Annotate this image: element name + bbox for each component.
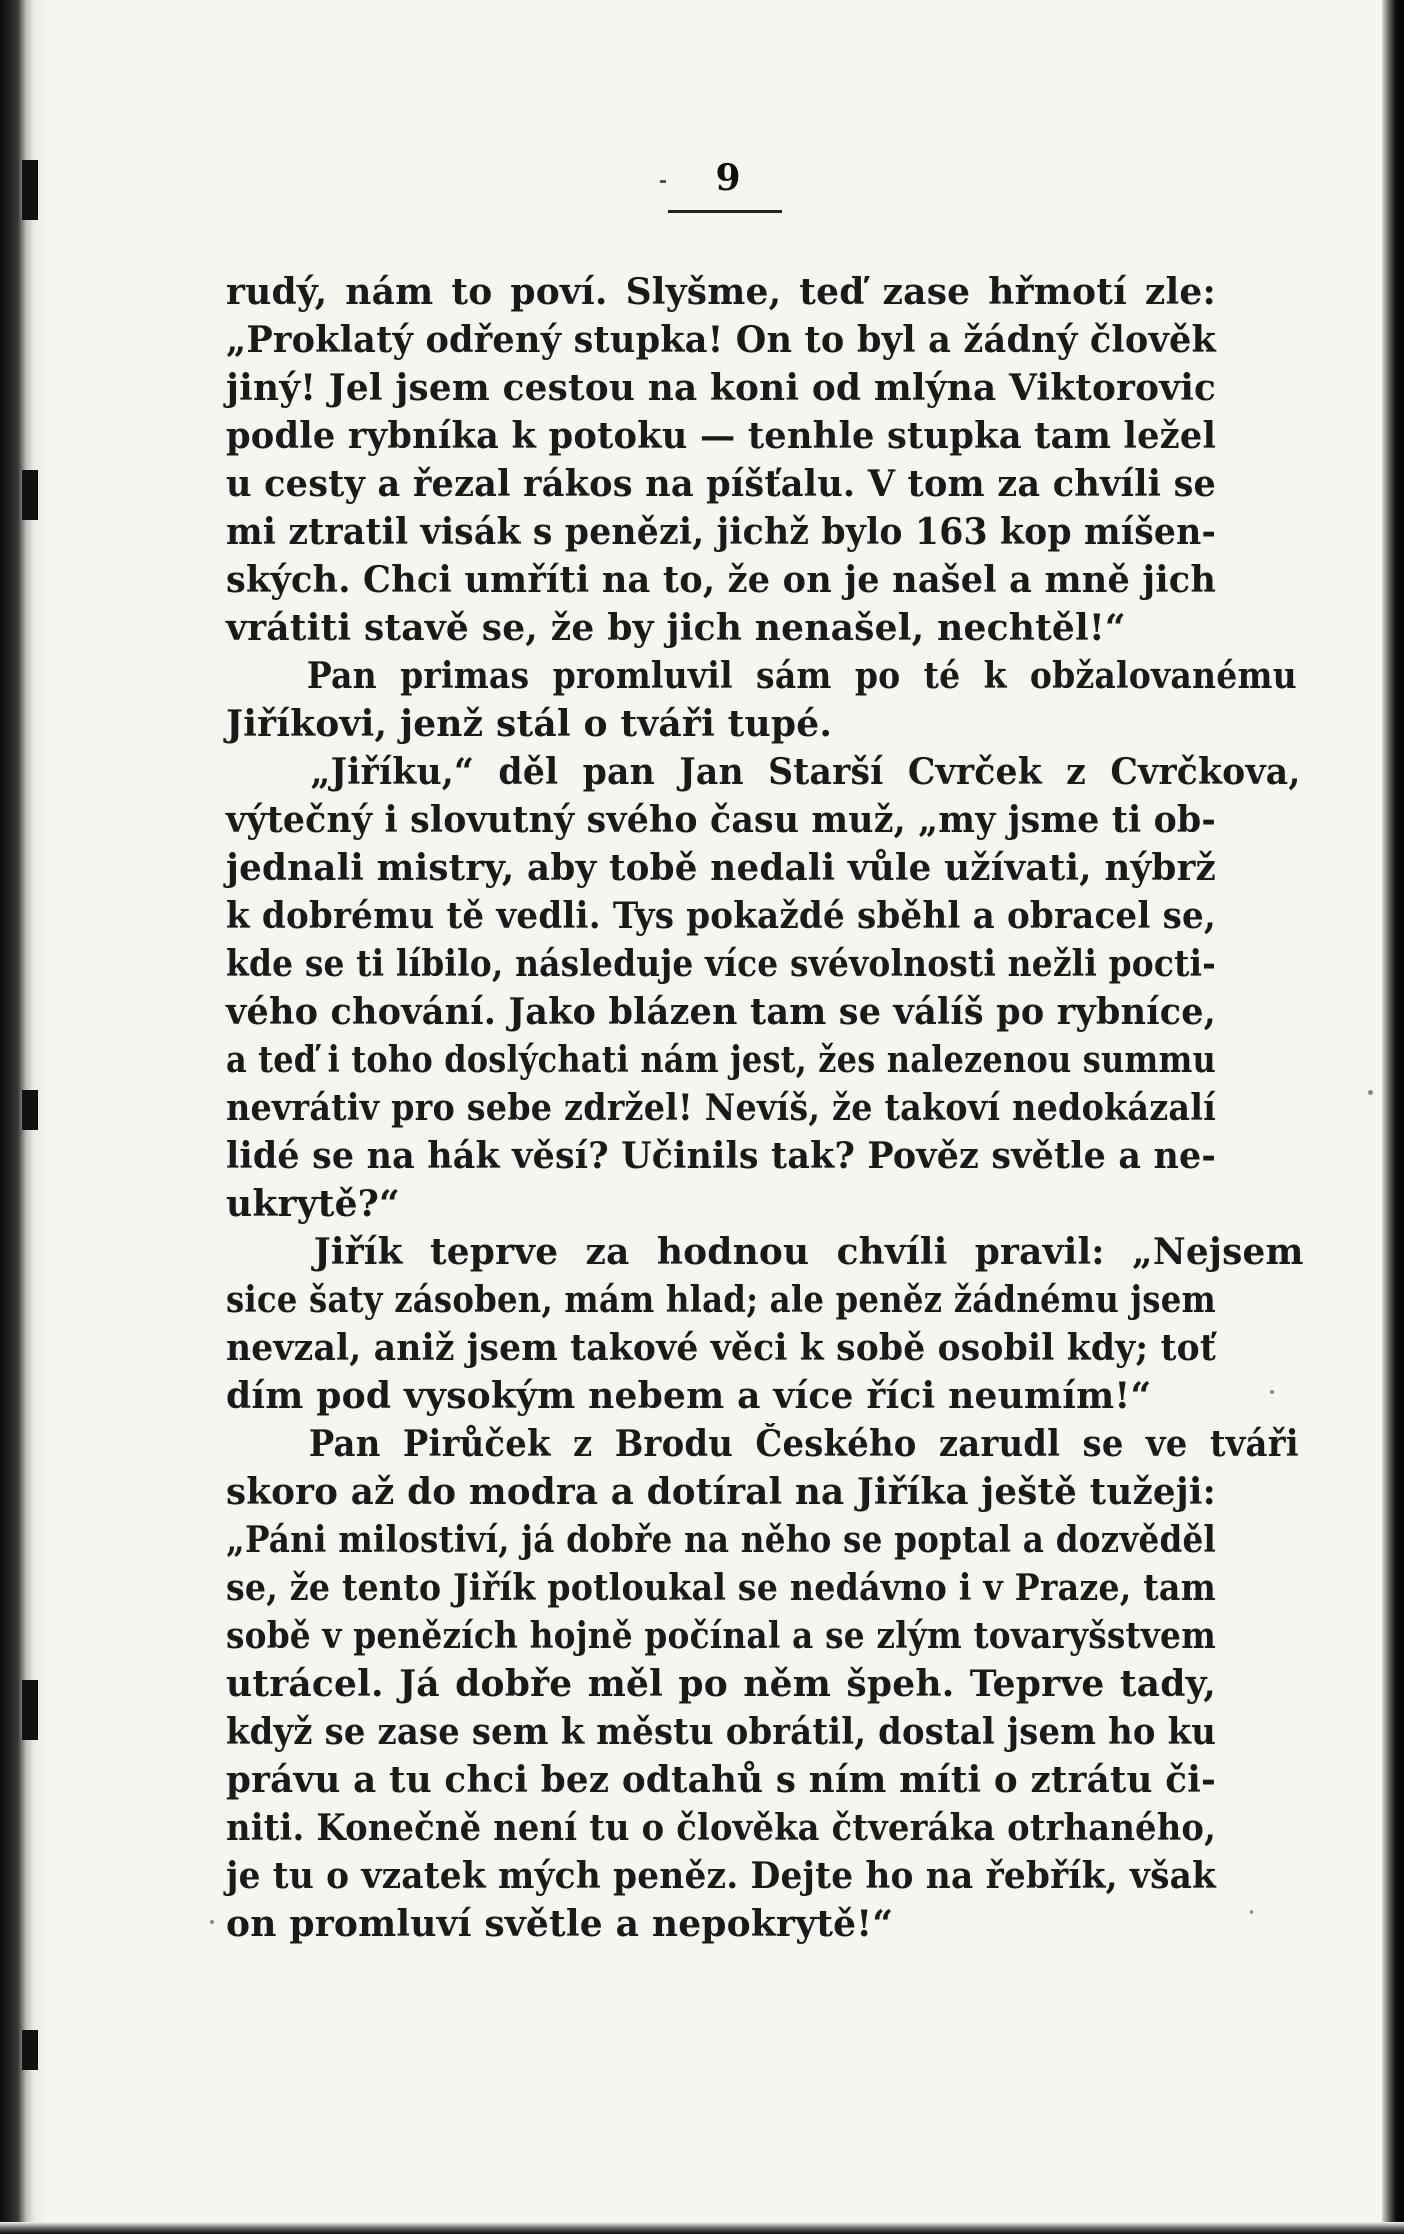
text-line: niti. Konečně není tu o člověka čtveráka otrhaného, — [226, 1807, 1217, 1849]
text-line: vého chování. Jako blázen tam se válíš po rybníce, — [226, 991, 1217, 1033]
text-line: u cesty a řezal rákos na píšťalu. V tom za chvíli se — [226, 463, 1217, 505]
speck — [1250, 1910, 1253, 1914]
right-page-edge — [1382, 0, 1404, 2234]
text-line: skoro až do modra a dotíral na Jiříka ještě tužeji: — [226, 1471, 1217, 1513]
page-number-dash — [660, 180, 666, 183]
binding-mark — [22, 1090, 38, 1130]
text-line: „Jiříku,“ děl pan Jan Starší Cvrček z Cvrčkova, — [310, 751, 1301, 793]
text-line: výtečný i slovutný svého času muž, „my jsme ti ob- — [226, 799, 1216, 841]
binding-mark — [22, 160, 38, 220]
text-line: mi ztratil visák s penězi, jichž bylo 163 kop míšen- — [226, 511, 1217, 553]
text-line: k dobrému tě vedli. Tys pokaždé sběhl a obracel se, — [226, 895, 1216, 937]
page-number: 9 — [715, 157, 741, 199]
body-text — [226, 268, 1304, 1948]
text-line: jiný! Jel jsem cestou na koni od mlýna Viktorovic — [226, 367, 1217, 409]
text-line: Pan Pirůček z Brodu Českého zarudl se ve tváři — [308, 1423, 1299, 1465]
speck — [1368, 1090, 1373, 1095]
text-line: rudý, nám to poví. Slyšme, teď zase hřmotí zle: — [226, 271, 1216, 313]
text-line: kde se ti líbilo, následuje více svévolnosti nežli pocti- — [226, 943, 1216, 985]
text-line: ských. Chci umříti na to, že on je našel a mně jich — [226, 559, 1217, 601]
text-line: „Páni milostiví, já dobře na něho se poptal a dozvěděl — [226, 1519, 1217, 1561]
speck — [1270, 1390, 1274, 1394]
text-line: nevzal, aniž jsem takové věci k sobě osobil kdy; toť — [226, 1327, 1216, 1369]
text-line: nevrátiv pro sebe zdržel! Nevíš, že takoví nedokázalí — [226, 1087, 1217, 1129]
text-line: „Proklatý odřený stupka! On to byl a žádný člověk — [226, 319, 1217, 361]
text-line: utrácel. Já dobře měl po něm špeh. Teprve tady, — [226, 1663, 1216, 1705]
text-line: sobě v penězích hojně počínal a se zlým tovaryšstvem — [226, 1615, 1216, 1657]
page-number-rule — [668, 210, 782, 213]
text-line: Pan primas promluvil sám po té k obžalovanému — [306, 655, 1297, 697]
text-line: Jiřík teprve za hodnou chvíli pravil: „Nejsem — [313, 1231, 1304, 1273]
speck — [210, 1920, 214, 1924]
text-line: Jiříkovi, jenž stál o tváři tupé. — [226, 703, 833, 745]
text-line: a teď i toho doslýchati nám jest, žes nalezenou summu — [226, 1039, 1216, 1081]
text-line: ukrytě?“ — [226, 1183, 400, 1225]
text-line: dím pod vysokým nebem a více říci neumím!“ — [226, 1375, 1152, 1417]
text-line: lidé se na hák věsí? Učinils tak? Pověz světle a ne- — [226, 1135, 1216, 1177]
binding-mark — [22, 1680, 38, 1740]
text-line: se, že tento Jiřík potloukal se nedávno i v Praze, tam — [226, 1567, 1216, 1609]
text-line: právu a tu chci bez odtahů s ním míti o ztrátu či- — [226, 1759, 1216, 1801]
binding-mark — [22, 2030, 38, 2070]
text-line: vrátiti stavě se, že by jich nenašel, nechtěl!“ — [226, 607, 1126, 649]
text-line: je tu o vzatek mých peněz. Dejte ho na řebřík, však — [226, 1855, 1217, 1897]
text-line: sice šaty zásoben, mám hlad; ale peněz žádnému jsem — [226, 1279, 1216, 1321]
text-line: když se zase sem k městu obrátil, dostal jsem ho ku — [226, 1711, 1216, 1753]
bottom-page-edge — [0, 2222, 1404, 2234]
binding-mark — [22, 470, 38, 520]
text-line: podle rybníka k potoku — tenhle stupka tam ležel — [226, 415, 1217, 457]
text-line: jednali mistry, aby tobě nedali vůle užívati, nýbrž — [226, 847, 1217, 889]
text-line: on promluví světle a nepokrytě!“ — [226, 1903, 894, 1945]
